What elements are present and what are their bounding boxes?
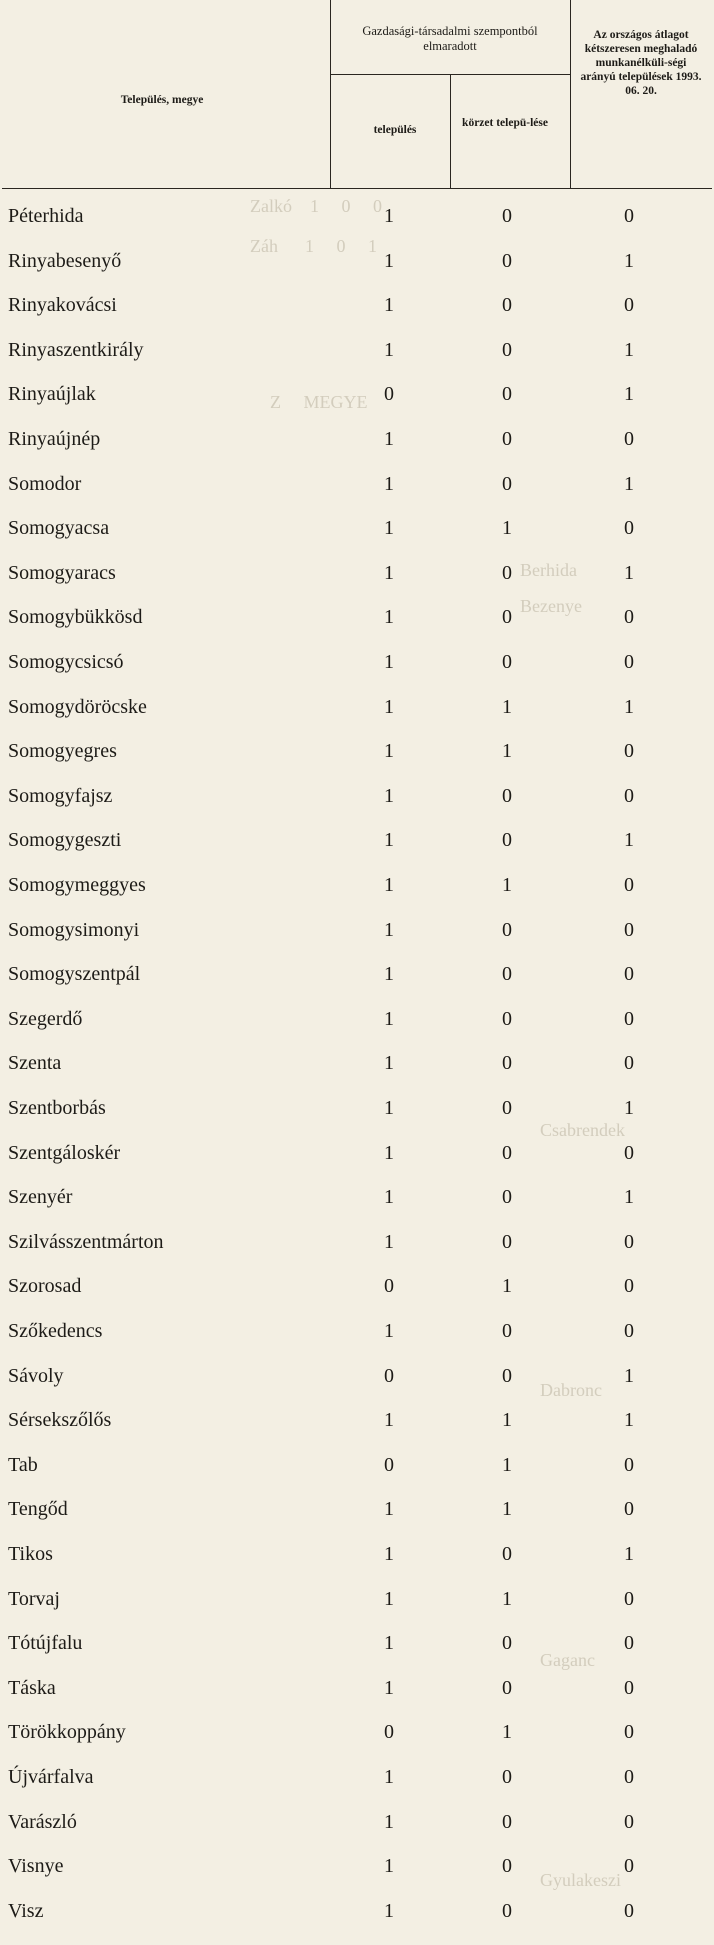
table-row <box>0 1804 714 1840</box>
table-row <box>0 1090 714 1126</box>
settlement-name: Tótújfalu <box>8 1632 83 1655</box>
lagging-district-value: 0 <box>502 338 512 361</box>
lagging-settlement-value: 1 <box>384 517 394 540</box>
table-row <box>0 1447 714 1483</box>
lagging-settlement-value: 1 <box>384 338 394 361</box>
table-row <box>0 822 714 858</box>
settlement-name: Rinyabesenyő <box>8 249 122 272</box>
lagging-district-value: 0 <box>502 1543 512 1565</box>
header-sub-district: körzet telepü-lése <box>462 117 548 129</box>
lagging-district-value: 0 <box>502 1320 512 1342</box>
lagging-district-value: 0 <box>502 1676 512 1699</box>
table-row <box>0 912 714 948</box>
table-row <box>0 466 714 502</box>
lagging-settlement-value: 1 <box>384 1899 394 1922</box>
table-header <box>2 0 712 189</box>
lagging-district-value: 0 <box>502 1230 512 1253</box>
lagging-settlement-value: 1 <box>384 1320 394 1342</box>
table-row <box>0 1001 714 1037</box>
settlement-name: Törökkoppány <box>8 1721 126 1744</box>
table-row <box>0 332 714 368</box>
lagging-settlement-value: 1 <box>384 294 394 317</box>
header-sub-settlement: település <box>373 124 417 136</box>
lagging-district-value: 0 <box>502 1899 512 1922</box>
lagging-district-value: 1 <box>502 1587 512 1610</box>
lagging-settlement-value: 1 <box>384 740 394 763</box>
settlement-name: Szenyér <box>8 1186 73 1209</box>
settlement-name: Somogyaracs <box>8 561 116 584</box>
high-unemployment-value: 1 <box>624 1543 634 1565</box>
lagging-settlement-value: 1 <box>384 472 394 495</box>
table-row <box>0 1179 714 1215</box>
lagging-district-value: 0 <box>502 1810 512 1833</box>
settlement-name: Rinyaújlak <box>8 383 96 406</box>
settlement-name: Tikos <box>8 1543 53 1565</box>
header-settlement-county: Település, megye <box>120 94 204 106</box>
lagging-settlement-value: 1 <box>384 1498 394 1521</box>
table-row <box>0 599 714 635</box>
lagging-district-value: 0 <box>502 963 512 986</box>
lagging-settlement-value: 1 <box>384 1632 394 1655</box>
lagging-district-value: 1 <box>502 1498 512 1521</box>
high-unemployment-value: 1 <box>624 472 634 495</box>
lagging-settlement-value: 0 <box>384 1364 394 1387</box>
high-unemployment-value: 0 <box>624 874 634 896</box>
high-unemployment-value: 0 <box>624 1766 634 1788</box>
settlement-name: Somogyszentpál <box>8 963 141 986</box>
lagging-settlement-value: 1 <box>384 1141 394 1164</box>
lagging-settlement-value: 0 <box>384 1721 394 1744</box>
lagging-district-value: 1 <box>502 1409 512 1432</box>
settlement-name: Táska <box>8 1676 56 1699</box>
table-row <box>0 1045 714 1081</box>
high-unemployment-value: 0 <box>624 651 634 673</box>
table-row <box>0 956 714 992</box>
lagging-settlement-value: 1 <box>384 829 394 852</box>
settlement-name: Szilvásszentmárton <box>8 1230 164 1253</box>
lagging-district-value: 0 <box>502 1141 512 1164</box>
lagging-district-value: 0 <box>502 1766 512 1788</box>
lagging-district-value: 0 <box>502 428 512 450</box>
high-unemployment-value: 0 <box>624 1141 634 1164</box>
high-unemployment-value: 1 <box>624 1364 634 1387</box>
lagging-district-value: 0 <box>502 1364 512 1387</box>
lagging-settlement-value: 0 <box>384 383 394 406</box>
lagging-district-value: 1 <box>502 695 512 718</box>
high-unemployment-value: 0 <box>624 1810 634 1833</box>
settlement-name: Újvárfalva <box>8 1766 94 1788</box>
table-row <box>0 1402 714 1438</box>
table-row <box>0 867 714 903</box>
high-unemployment-value: 0 <box>624 1855 634 1878</box>
lagging-district-value: 0 <box>502 606 512 629</box>
settlement-name: Péterhida <box>8 205 84 227</box>
settlement-name: Somogymeggyes <box>8 874 146 896</box>
high-unemployment-value: 1 <box>624 249 634 272</box>
settlement-name: Rinyaszentkirály <box>8 338 144 361</box>
lagging-district-value: 1 <box>502 1275 512 1298</box>
settlement-name: Varászló <box>8 1810 77 1833</box>
lagging-settlement-value: 1 <box>384 561 394 584</box>
table-row <box>0 510 714 546</box>
high-unemployment-value: 0 <box>624 1052 634 1075</box>
settlement-name: Somodor <box>8 472 82 495</box>
settlement-name: Szegerdő <box>8 1007 83 1030</box>
settlement-name: Szenta <box>8 1052 62 1075</box>
table-row <box>0 1358 714 1394</box>
high-unemployment-value: 0 <box>624 606 634 629</box>
settlement-name: Somogyegres <box>8 740 117 763</box>
high-unemployment-value: 0 <box>624 784 634 807</box>
table-row <box>0 1268 714 1304</box>
table-row <box>0 1491 714 1527</box>
settlement-name: Somogycsicsó <box>8 651 124 673</box>
table-row <box>0 1670 714 1706</box>
settlement-name: Szentborbás <box>8 1097 106 1119</box>
high-unemployment-value: 1 <box>624 338 634 361</box>
lagging-settlement-value: 1 <box>384 1097 394 1119</box>
table-row <box>0 733 714 769</box>
lagging-district-value: 1 <box>502 740 512 763</box>
lagging-district-value: 0 <box>502 249 512 272</box>
settlement-name: Somogygeszti <box>8 829 122 852</box>
lagging-settlement-value: 1 <box>384 1855 394 1878</box>
lagging-district-value: 0 <box>502 918 512 941</box>
settlement-name: Somogyfajsz <box>8 784 113 807</box>
table-row <box>0 376 714 412</box>
lagging-district-value: 0 <box>502 472 512 495</box>
lagging-district-value: 0 <box>502 1855 512 1878</box>
settlement-name: Sávoly <box>8 1364 64 1387</box>
high-unemployment-value: 0 <box>624 294 634 317</box>
high-unemployment-value: 0 <box>624 1320 634 1342</box>
table-row <box>0 1625 714 1661</box>
table-row <box>0 1759 714 1795</box>
lagging-settlement-value: 0 <box>384 1453 394 1476</box>
lagging-settlement-value: 1 <box>384 1186 394 1209</box>
lagging-district-value: 1 <box>502 874 512 896</box>
lagging-district-value: 0 <box>502 1007 512 1030</box>
table-row <box>0 1581 714 1617</box>
high-unemployment-value: 1 <box>624 561 634 584</box>
high-unemployment-value: 1 <box>624 383 634 406</box>
high-unemployment-value: 0 <box>624 1632 634 1655</box>
header-unemployment: Az országos átlagot kétszeresen meghaladó munkanélküli-ségi arányú települések 1993. 06. 20. <box>580 29 702 97</box>
lagging-settlement-value: 1 <box>384 695 394 718</box>
document-page: Zalkó 1 0 0 Záh 1 0 1 Z MEGYE Berhida Bezenye Csabrendek Dabronc Gaganc Gyulakeszi Település, megye Gazdasági-társadalmi szempontból elmaradott település körzet telepü-lése Az országos átlagot kétszeresen meghaladó munkanélküli-ségi arányú települések 1993. 06. 20. Péterhida 1 0 0 Rinyabesenyő 1 0 1 Rinyakovácsi 1 0 0 Rinyaszentkirály 1 0 1 Rinyaújlak 0 0 1 Rinyaújnép 1 0 0 Somodor 1 0 1 Somogyacsa 1 1 0 Somogyaracs 1 0 1 Somogybükkösd 1 0 0 Somogycsicsó 1 0 0 Somogydöröcske 1 1 1 Somogyegres 1 1 0 Somogyfajsz 1 0 0 Somogygeszti 1 0 1 Somogymeggyes 1 1 0 Somogysimonyi 1 0 0 Somogyszentpál 1 0 0 Szegerdő 1 0 0 Szenta 1 0 0 Szentborbás 1 0 1 Szentgáloskér 1 0 0 Szenyér 1 0 1 Szilvásszentmárton 1 0 0 Szorosad 0 1 0 Szőkedencs 1 0 0 Sávoly 0 0 1 Sérsekszőlős 1 1 1 Tab 0 1 0 Tengőd 1 1 0 Tikos 1 0 1 Torvaj 1 1 0 Tótújfalu 1 0 0 Táska 1 0 0 Törökkoppány 0 1 0 Újvárfalva 1 0 0 Varászló 1 0 0 Visnye 1 0 0 Visz 1 0 0 <box>0 0 714 1945</box>
settlement-name: Visnye <box>8 1855 64 1878</box>
high-unemployment-value: 0 <box>624 205 634 227</box>
settlement-name: Szőkedencs <box>8 1320 103 1342</box>
lagging-district-value: 0 <box>502 205 512 227</box>
lagging-district-value: 1 <box>502 1453 512 1476</box>
lagging-district-value: 1 <box>502 1721 512 1744</box>
lagging-settlement-value: 1 <box>384 606 394 629</box>
lagging-settlement-value: 1 <box>384 1676 394 1699</box>
high-unemployment-value: 1 <box>624 1097 634 1119</box>
settlement-name: Tengőd <box>8 1498 68 1521</box>
lagging-settlement-value: 1 <box>384 1230 394 1253</box>
settlement-name: Torvaj <box>8 1587 60 1610</box>
table-row <box>0 1714 714 1750</box>
table-row <box>0 1536 714 1572</box>
lagging-settlement-value: 1 <box>384 1409 394 1432</box>
lagging-settlement-value: 1 <box>384 249 394 272</box>
lagging-settlement-value: 0 <box>384 1275 394 1298</box>
lagging-district-value: 0 <box>502 383 512 406</box>
settlement-name: Somogydöröcske <box>8 695 147 718</box>
high-unemployment-value: 1 <box>624 1186 634 1209</box>
lagging-settlement-value: 1 <box>384 1543 394 1565</box>
table-row <box>0 1893 714 1929</box>
settlement-name: Szentgáloskér <box>8 1141 121 1164</box>
lagging-settlement-value: 1 <box>384 874 394 896</box>
lagging-district-value: 0 <box>502 294 512 317</box>
lagging-district-value: 0 <box>502 1097 512 1119</box>
table-row <box>0 644 714 680</box>
lagging-district-value: 0 <box>502 1632 512 1655</box>
settlement-name: Visz <box>8 1899 44 1922</box>
settlement-name: Tab <box>8 1453 38 1476</box>
high-unemployment-value: 1 <box>624 695 634 718</box>
settlement-name: Rinyakovácsi <box>8 294 117 317</box>
high-unemployment-value: 0 <box>624 1230 634 1253</box>
lagging-settlement-value: 1 <box>384 1587 394 1610</box>
high-unemployment-value: 0 <box>624 963 634 986</box>
lagging-district-value: 0 <box>502 784 512 807</box>
table-row <box>0 198 714 234</box>
table-row <box>0 555 714 591</box>
lagging-settlement-value: 1 <box>384 651 394 673</box>
settlement-name: Somogysimonyi <box>8 918 140 941</box>
settlement-name: Sérsekszőlős <box>8 1409 112 1432</box>
lagging-district-value: 0 <box>502 561 512 584</box>
high-unemployment-value: 1 <box>624 829 634 852</box>
lagging-settlement-value: 1 <box>384 1810 394 1833</box>
lagging-district-value: 0 <box>502 829 512 852</box>
settlement-name: Rinyaújnép <box>8 428 101 450</box>
high-unemployment-value: 0 <box>624 918 634 941</box>
table-row <box>0 243 714 279</box>
table-row <box>0 1848 714 1884</box>
lagging-settlement-value: 1 <box>384 1052 394 1075</box>
high-unemployment-value: 0 <box>624 1587 634 1610</box>
settlement-name: Szorosad <box>8 1275 82 1298</box>
high-unemployment-value: 0 <box>624 1453 634 1476</box>
header-group-title: Gazdasági-társadalmi szempontból elmaradott <box>362 24 538 53</box>
high-unemployment-value: 0 <box>624 1676 634 1699</box>
high-unemployment-value: 0 <box>624 517 634 540</box>
high-unemployment-value: 0 <box>624 740 634 763</box>
settlement-name: Somogyacsa <box>8 517 110 540</box>
table-row <box>0 689 714 725</box>
high-unemployment-value: 0 <box>624 1498 634 1521</box>
lagging-settlement-value: 1 <box>384 1766 394 1788</box>
lagging-district-value: 1 <box>502 517 512 540</box>
high-unemployment-value: 0 <box>624 1899 634 1922</box>
lagging-settlement-value: 1 <box>384 428 394 450</box>
table-row <box>0 1313 714 1349</box>
settlement-name: Somogybükkösd <box>8 606 143 629</box>
high-unemployment-value: 0 <box>624 428 634 450</box>
high-unemployment-value: 1 <box>624 1409 634 1432</box>
high-unemployment-value: 0 <box>624 1007 634 1030</box>
table-row <box>0 778 714 814</box>
table-row <box>0 1224 714 1260</box>
lagging-settlement-value: 1 <box>384 918 394 941</box>
high-unemployment-value: 0 <box>624 1275 634 1298</box>
lagging-settlement-value: 1 <box>384 963 394 986</box>
lagging-district-value: 0 <box>502 1186 512 1209</box>
lagging-settlement-value: 1 <box>384 1007 394 1030</box>
lagging-settlement-value: 1 <box>384 784 394 807</box>
table-row <box>0 1135 714 1171</box>
lagging-district-value: 0 <box>502 1052 512 1075</box>
high-unemployment-value: 0 <box>624 1721 634 1744</box>
table-row <box>0 287 714 323</box>
lagging-settlement-value: 1 <box>384 205 394 227</box>
table-row <box>0 421 714 457</box>
lagging-district-value: 0 <box>502 651 512 673</box>
